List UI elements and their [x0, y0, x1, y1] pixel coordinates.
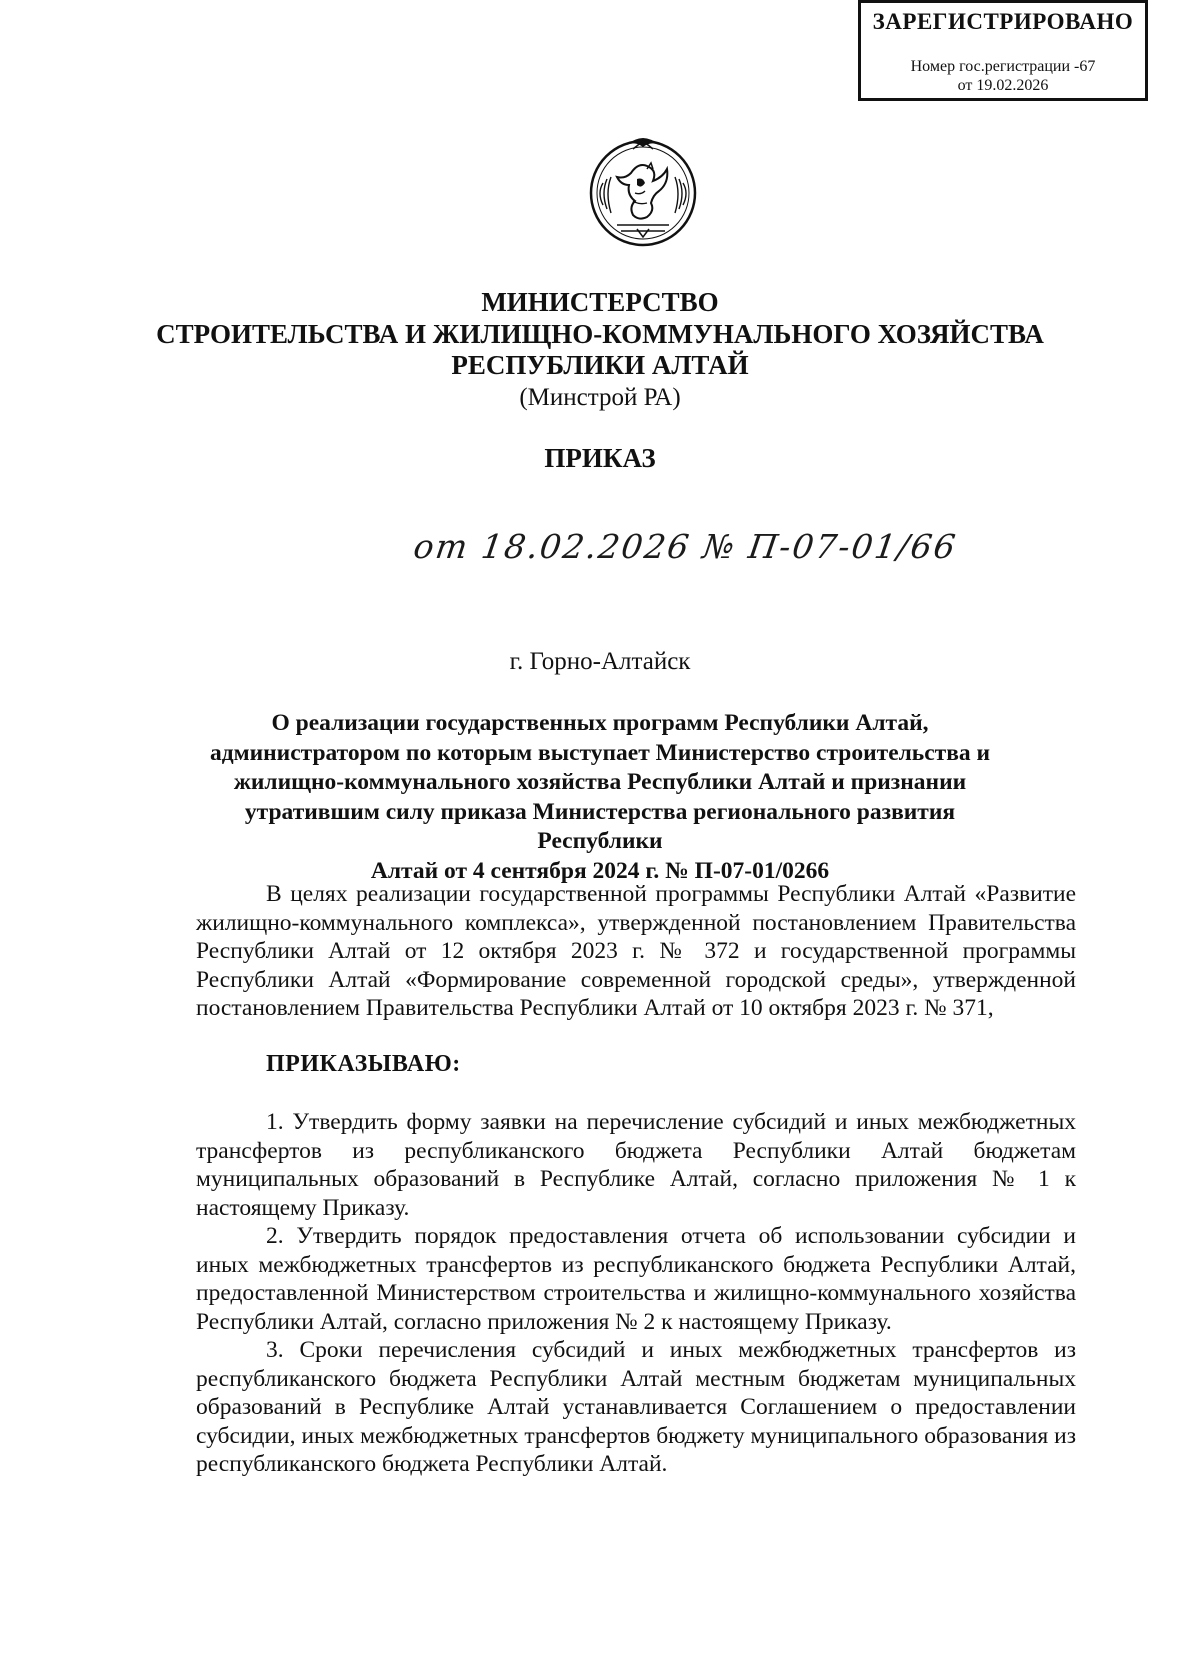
ministry-abbreviation: (Минстрой РА) — [519, 384, 681, 411]
order-item: 2. Утвердить порядок предоставления отчета об использовании субсидии и иных межбюджетных трансфертов из республиканского бюджета Республики Алтай, предоставленной Министерством строительства и жилищно-коммунального хозяйства Республики Алтай, согласно приложения № 2 к настоящему Приказу. — [196, 1223, 1076, 1335]
ministry-title-line1: МИНИСТЕРСТВО — [481, 287, 719, 317]
stamp-reg-number: Номер гос.регистрации -67 — [910, 58, 1096, 75]
stamp-reg-date: от 19.02.2026 — [957, 77, 1049, 94]
preamble-text: В целях реализации государственной программы Республики Алтай «Развитие жилищно-коммунального комплекса», утвержденной постановлением Правительства Республики Алтай от 12 октября 2023 г. № 372 и государственной программы Республики Алтай «Формирование современной городской среды», утвержденной постановлением Правительства Республики Алтай от 10 октября 2023 г. № 371, — [196, 881, 1076, 1021]
order-items — [196, 1108, 1076, 1479]
city: г. Горно-Алтайск — [509, 648, 691, 675]
handwritten-date-number — [411, 518, 960, 578]
command-word: ПРИКАЗЫВАЮ: — [266, 1051, 461, 1077]
coat-of-arms-altai-icon — [587, 133, 699, 251]
ministry-title-line2: СТРОИТЕЛЬСТВА И ЖИЛИЩНО-КОММУНАЛЬНОГО ХОЗЯЙСТВА — [156, 319, 1044, 349]
document-type: ПРИКАЗ — [544, 443, 656, 473]
order-title-line: администратором по которым выступает Министерство строительства и — [209, 739, 991, 766]
order-item: 3. Сроки перечисления субсидий и иных межбюджетных трансфертов из республиканского бюджета Республики Алтай местным бюджетам муниципальных образований в Республике Алтай устанавливается Соглашением о предоставлении субсидии, иных межбюджетных трансфертов бюджету муниципального образования из республиканского бюджета Республики Алтай. — [196, 1337, 1076, 1477]
stamp-title: ЗАРЕГИСТРИРОВАНО — [872, 9, 1134, 34]
order-title-line: О реализации государственных программ Республики Алтай, — [271, 710, 929, 736]
order-title-line: Алтай от 4 сентября 2024 г. № П-07-01/0266 — [370, 857, 830, 884]
order-title-line: утратившим силу приказа Министерства регионального развития Республики — [244, 798, 956, 854]
order-item: 1. Утвердить форму заявки на перечисление субсидий и иных межбюджетных трансфертов из республиканского бюджета Республики Алтай бюджетам муниципальных образований в Республике Алтай, согласно приложения № 1 к настоящему Приказу. — [196, 1109, 1076, 1221]
order-title — [200, 709, 1000, 886]
ministry-title-line3: РЕСПУБЛИКИ АЛТАЙ — [451, 350, 749, 380]
handwritten-text: от 18.02.2026 № П-07-01/66 — [411, 527, 960, 566]
order-title-line: жилищно-коммунального хозяйства Республики Алтай и признании — [233, 769, 967, 795]
registration-stamp — [858, 0, 1148, 101]
preamble — [196, 880, 1076, 1023]
